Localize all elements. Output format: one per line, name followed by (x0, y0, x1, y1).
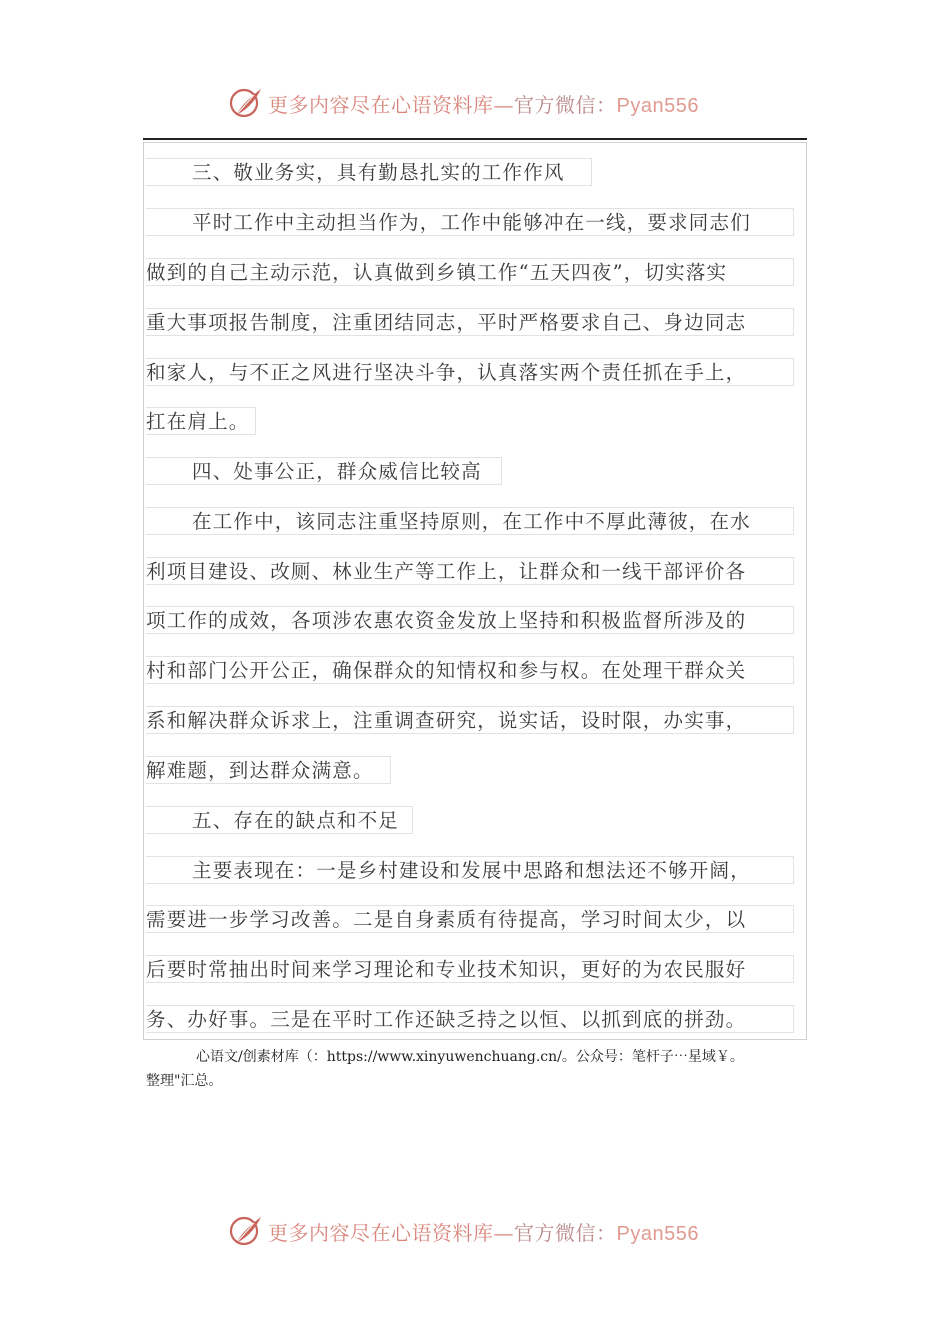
banner-wechat-id: Pyan556 (616, 94, 699, 117)
banner-wechat-id: Pyan556 (616, 1222, 699, 1245)
banner-text (268, 1217, 699, 1246)
text-line: 后要时常抽出时间来学习理论和专业技术知识，更好的为农民服好 (146, 955, 794, 983)
text-line: 项工作的成效，各项涉农惠农资金发放上坚持和积极监督所涉及的 (146, 606, 794, 634)
banner-wechat-label: 官方微信： (514, 1220, 617, 1245)
section-heading-4: 四、处事公正，群众威信比较高 (146, 457, 502, 485)
banner-wechat-label: 官方微信： (514, 92, 617, 117)
footer-line-2: 整理"汇总。 (146, 1073, 223, 1089)
footer-banner (0, 1206, 950, 1256)
quill-pen-logo-icon (228, 1213, 264, 1249)
banner-main-text: 更多内容尽在心语资料库 (268, 92, 494, 117)
footer-note (146, 1045, 810, 1093)
text-line: 解难题，到达群众满意。 (146, 756, 391, 784)
text-line: 主要表现在：一是乡村建设和发展中思路和想法还不够开阔， (146, 856, 794, 884)
banner-dash: — (493, 92, 514, 117)
footer-line-1: 心语文/创素材库（：https://www.xinyuwenchuang.cn/。公众号：笔杆子⋯星域￥。 (196, 1049, 744, 1065)
section-heading-5: 五、存在的缺点和不足 (146, 806, 413, 834)
text-line: 系和解决群众诉求上，注重调查研究，说实话，设时限，办实事， (146, 706, 794, 734)
text-line: 平时工作中主动担当作为，工作中能够冲在一线，要求同志们 (146, 208, 794, 236)
banner-main-text: 更多内容尽在心语资料库 (268, 1220, 494, 1245)
section-heading-3: 三、敬业务实，具有勤恳扎实的工作作风 (146, 158, 592, 186)
header-banner (0, 78, 950, 128)
text-line: 做到的自己主动示范，认真做到乡镇工作“五天四夜”，切实落实 (146, 258, 794, 286)
quill-pen-logo-icon (228, 85, 264, 121)
text-line: 扛在肩上。 (146, 407, 256, 435)
text-line: 需要进一步学习改善。二是自身素质有待提高，学习时间太少，以 (146, 905, 794, 933)
header-rule (143, 138, 807, 140)
text-line: 和家人，与不正之风进行坚决斗争，认真落实两个责任抓在手上， (146, 358, 794, 386)
text-line: 在工作中，该同志注重坚持原则，在工作中不厚此薄彼，在水 (146, 507, 794, 535)
banner-text (268, 89, 699, 118)
text-line: 利项目建设、改厕、林业生产等工作上，让群众和一线干部评价各 (146, 557, 794, 585)
text-line: 务、办好事。三是在平时工作还缺乏持之以恒、以抓到底的拼劲。 (146, 1005, 794, 1033)
text-line: 村和部门公开公正，确保群众的知情权和参与权。在处理干群众关 (146, 656, 794, 684)
banner-dash: — (493, 1220, 514, 1245)
text-line: 重大事项报告制度，注重团结同志，平时严格要求自己、身边同志 (146, 308, 794, 336)
